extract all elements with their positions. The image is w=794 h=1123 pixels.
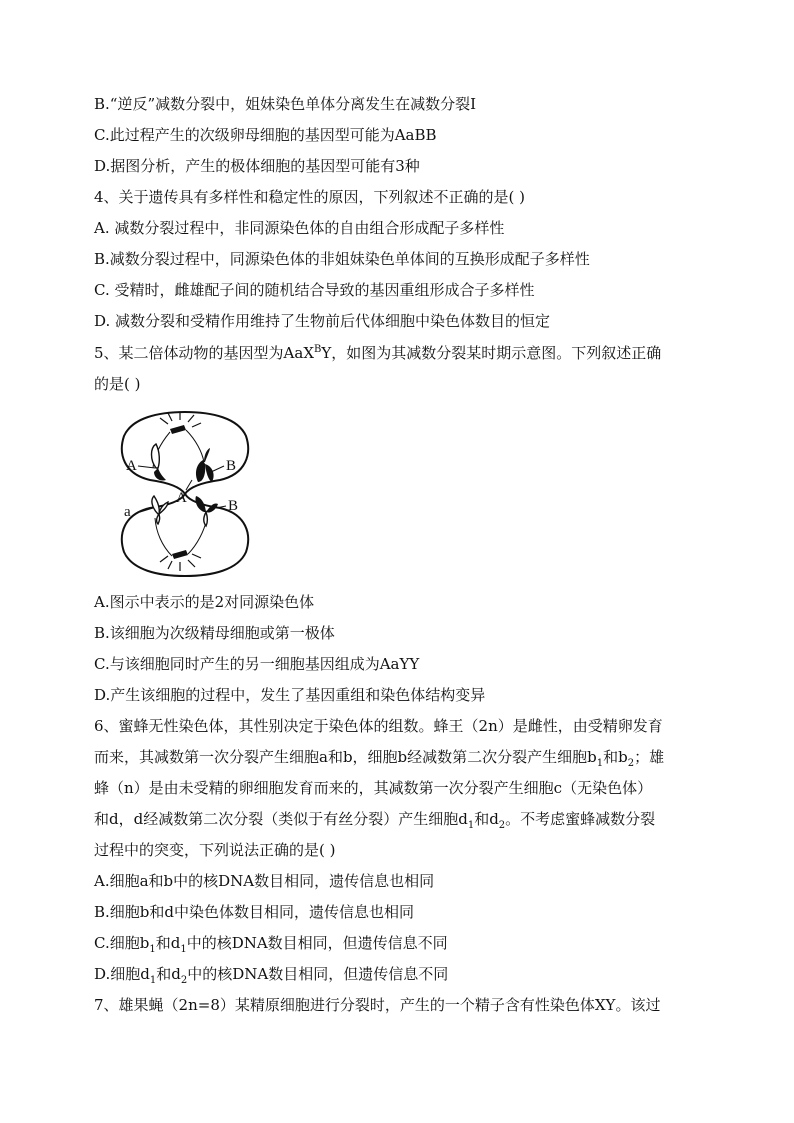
q7-stem: 7、雄果蝇（2n=8）某精原细胞进行分裂时，产生的一个精子含有性染色体XY。该过 [94, 996, 661, 1014]
q5-option-d: D.产生该细胞的过程中，发生了基因重组和染色体结构变异 [94, 686, 486, 704]
q5-stem-line2: 的是( ) [94, 375, 141, 393]
q5-option-b: B.该细胞为次级精母细胞或第一极体 [94, 624, 335, 642]
q4-option-b: B.减数分裂过程中，同源染色体的非姐妹染色单体间的互换形成配子多样性 [94, 250, 590, 268]
q4-option-a: A. 减数分裂过程中，非同源染色体的自由组合形成配子多样性 [94, 219, 505, 237]
q6-option-d: D.细胞$d_1$和$d_2$中的核DNA数目相同，但遗传信息不同 [94, 965, 449, 986]
cell-diagram-svg [110, 408, 260, 580]
q6-stem-line2: 而来，其减数第一次分裂产生细胞a和b，细胞b经减数第二次分裂产生细胞$b_1$和$b_2$；雄 [94, 748, 665, 769]
q4-option-c: C. 受精时，雌雄配子间的随机结合导致的基因重组形成合子多样性 [94, 281, 535, 299]
q4-option-d: D. 减数分裂和受精作用维持了生物前后代体细胞中染色体数目的恒定 [94, 312, 551, 330]
chromosome-upper-left [138, 444, 166, 481]
cell-division-diagram [110, 408, 260, 580]
q6-stem-line5: 过程中的突变，下列说法正确的是( ) [94, 841, 336, 859]
q6-option-b: B.细胞b和d中染色体数目相同，遗传信息也相同 [94, 903, 414, 921]
q3-option-c: C.此过程产生的次级卵母细胞的基因型可能为AaBB [94, 126, 437, 144]
spindle-pole-top [160, 412, 201, 434]
q6-option-a: A.细胞a和b中的核DNA数目相同，遗传信息也相同 [94, 872, 435, 890]
q5-option-a: A.图示中表示的是2对同源染色体 [94, 593, 315, 611]
chromosome-lower-right [195, 496, 226, 526]
q6-stem-line3: 蜂（n）是由未受精的卵细胞发育而来的，其减数第一次分裂产生细胞c（无染色体） [94, 779, 653, 797]
q5-stem-line1: 5、某二倍体动物的基因型为AaX$^B$Y，如图为其减数分裂某时期示意图。下列叙述正确 [94, 344, 662, 362]
gene-label-a-lower: a [124, 504, 131, 520]
q5-option-c: C.与该细胞同时产生的另一细胞基因组成为AaYY [94, 655, 420, 673]
q6-stem-line1: 6、蜜蜂无性染色体，其性别决定于染色体的组数。蜂王（2n）是雌性，由受精卵发育 [94, 717, 663, 735]
q6-stem-line4: 和d，d经减数第二次分裂（类似于有丝分裂）产生细胞$d_1$和$d_2$。不考虑蜜蜂减数分裂 [94, 810, 656, 831]
spindle-pole-bottom [160, 550, 201, 571]
gene-label-b-upper: B [226, 458, 237, 474]
q3-option-b: B.“逆反”减数分裂中，姐妹染色单体分离发生在减数分裂Ⅰ [94, 95, 477, 113]
gene-label-b-lower: B [228, 498, 239, 514]
q3-option-d: D.据图分析，产生的极体细胞的基因型可能有3种 [94, 157, 420, 175]
gene-label-a-middle: A [176, 490, 187, 506]
q4-stem: 4、关于遗传具有多样性和稳定性的原因，下列叙述不正确的是( ) [94, 188, 526, 206]
gene-label-a-upper: A [126, 458, 137, 474]
q6-option-c: C.细胞$b_1$和$d_1$中的核DNA数目相同，但遗传信息不同 [94, 934, 448, 955]
